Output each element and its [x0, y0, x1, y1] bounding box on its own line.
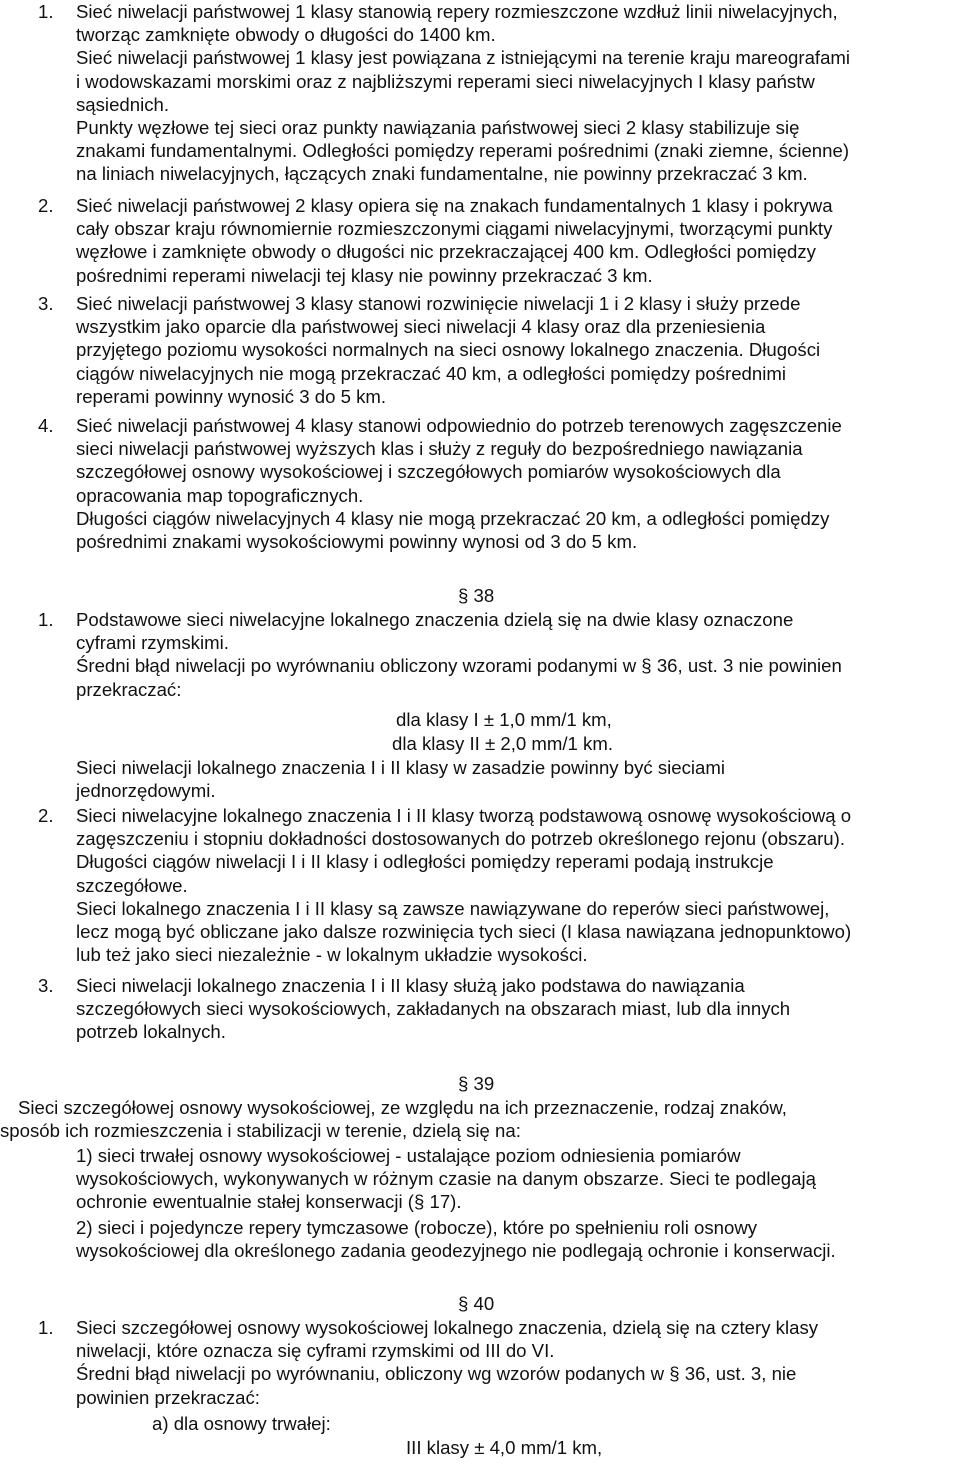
item-text — [76, 608, 956, 701]
text-line: pośrednimi znakami wysokościowymi powinny wynosi od 3 do 5 km. — [76, 531, 638, 553]
item-text — [76, 414, 956, 553]
section38-item-3 — [38, 974, 956, 1044]
text-line: Sieci niwelacyjne lokalnego znaczenia I i II klasy tworzą podstawową osnowę wysokościową o — [76, 805, 852, 826]
text-line: węzłowe i zamknięte obwody o długości nic przekraczającej 400 km. Odległości pomiędzy — [76, 241, 816, 263]
section38-heading: § 38 — [458, 585, 495, 606]
text-line: cyframi rzymskimi. — [76, 632, 229, 654]
text-line: powinien przekraczać: — [76, 1386, 260, 1408]
item-text — [76, 804, 956, 966]
section39-list-item-2 — [76, 1216, 836, 1262]
text-line: Punkty węzłowe tej sieci oraz punkty nawiązania państwowej sieci 2 klasy stabilizuje się — [76, 117, 800, 139]
text-line: tworząc zamknięte obwody o długości do 1400 km. — [76, 24, 496, 46]
text-line: wysokościowej dla określonego zadania geodezyjnego nie podlegają ochronie i konserwacji. — [76, 1240, 836, 1262]
section37-item-2 — [38, 194, 956, 287]
text-line: szczegółowych sieci wysokościowych, zakładanych na obszarach miast, lub dla innych — [76, 998, 791, 1020]
text-line: Sieć niwelacji państwowej 2 klasy opiera się na znakach fundamentalnych 1 klasy i pokrywa — [76, 195, 833, 216]
section37-item-4 — [38, 414, 956, 553]
intro-line: sposób ich rozmieszczenia i stabilizacji w terenie, dzielą się na: — [0, 1120, 521, 1142]
item-text — [76, 292, 956, 408]
text-line: reperami powinny wynosić 3 do 5 km. — [76, 385, 387, 407]
section40-heading: § 40 — [458, 1293, 495, 1314]
item-number: 2. — [38, 805, 54, 826]
item-number: 1. — [38, 1317, 54, 1338]
section39-heading: § 39 — [458, 1073, 495, 1094]
item-number: 1. — [38, 609, 54, 630]
text-line: pośrednimi reperami niwelacji tej klasy nie powinny przekraczać 3 km. — [76, 264, 653, 286]
text-line: sieci niwelacji państwowej wyższych klas i służy z reguły do bezpośredniego nawiązania — [76, 438, 803, 460]
item-text — [76, 974, 956, 1044]
text-line: lub też jako sieci niezależnie - w lokalnym układzie wysokości. — [76, 944, 588, 966]
text-line: wszystkim jako oparcie dla państwowej sieci niwelacji 4 klasy oraz dla przeniesienia — [76, 316, 766, 338]
item-text — [76, 0, 956, 186]
class-1-requirement: dla klasy I ± 1,0 mm/1 km, — [396, 709, 612, 730]
text-line: cały obszar kraju równomiernie rozmieszczonymi ciągami niwelacyjnymi, tworzącymi punkty — [76, 218, 833, 240]
section38-item-1-continued — [76, 756, 725, 802]
text-line: Sieci szczegółowej osnowy wysokościowej lokalnego znaczenia, dzielą się na cztery klasy — [76, 1317, 819, 1338]
text-line: zagęszczeniu i stopniu dokładności dostosowanych do potrzeb określonego rejonu (obszaru). — [76, 828, 845, 850]
item-text — [76, 1316, 956, 1409]
item-number: 3. — [38, 975, 54, 996]
text-line: przyjętego poziomu wysokości normalnych na sieci osnowy lokalnego znaczenia. Długości — [76, 339, 821, 361]
text-line: 2) sieci i pojedyncze repery tymczasowe (robocze), które po spełnieniu roli osnowy — [76, 1217, 758, 1238]
intro-line: Sieci szczegółowej osnowy wysokościowej, ze względu na ich przeznaczenie, rodzaj znaków, — [18, 1097, 787, 1118]
text-line: opracowania map topograficznych. — [76, 484, 364, 506]
text-line: wysokościowych, wykonywanych w różnym czasie na danym obszarze. Sieci te podlegają — [76, 1168, 816, 1190]
item-number: 1. — [38, 1, 54, 22]
section37-item-3 — [38, 292, 956, 408]
item-number: 4. — [38, 415, 54, 436]
text-line: Sieci lokalnego znaczenia I i II klasy są zawsze nawiązywane do reperów sieci państwowej, — [76, 897, 830, 919]
text-line: Sieć niwelacji państwowej 3 klasy stanowi rozwinięcie niwelacji 1 i 2 klasy i służy przede — [76, 293, 801, 314]
section38-item-1 — [38, 608, 956, 701]
item-number: 2. — [38, 195, 54, 216]
text-line: sąsiednich. — [76, 93, 170, 115]
section39-list-item-1 — [76, 1144, 816, 1214]
text-line: ciągów niwelacyjnych nie mogą przekraczać 40 km, a odległości pomiędzy pośrednimi — [76, 362, 786, 384]
section37-item-1 — [38, 0, 956, 186]
text-line: ochronie ewentualnie stałej konserwacji (§ 17). — [76, 1191, 462, 1213]
text-line: Sieć niwelacji państwowej 1 klasy stanowią repery rozmieszczone wzdłuż linii niwelacyjnych, — [76, 1, 838, 22]
text-line: przekraczać: — [76, 678, 182, 700]
text-line: i wodowskazami morskimi oraz z najbliższymi reperami sieci niwelacyjnych I klasy państw — [76, 70, 815, 92]
text-line: niwelacji, które oznacza się cyframi rzymskimi od III do VI. — [76, 1340, 555, 1362]
text-line: Długości ciągów niwelacji I i II klasy i odległości pomiędzy reperami podają instrukcje — [76, 851, 774, 873]
class-2-requirement: dla klasy II ± 2,0 mm/1 km. — [392, 733, 613, 754]
text-line: lecz mogą być obliczane jako dalsze rozwinięcia tych sieci (I klasa nawiązana jednopunktowo) — [76, 921, 852, 943]
text-line: jednorzędowymi. — [76, 780, 216, 802]
text-line: Średni błąd niwelacji po wyrównaniu, obliczony wg wzorów podanych w § 36, ust. 3, nie — [76, 1363, 797, 1385]
text-line: na liniach niwelacyjnych, łączących znaki fundamentalne, nie powinny przekraczać 3 km. — [76, 163, 808, 185]
text-line: Sieci niwelacji lokalnego znaczenia I i II klasy służą jako podstawa do nawiązania — [76, 975, 745, 996]
section40-subitem-a: a) dla osnowy trwałej: — [152, 1413, 331, 1434]
section38-item-2 — [38, 804, 956, 966]
text-line: Sieć niwelacji państwowej 1 klasy jest powiązana z istniejącymi na terenie kraju mareografami — [76, 47, 851, 69]
text-line: Sieci niwelacji lokalnego znaczenia I i II klasy w zasadzie powinny być sieciami — [76, 757, 726, 778]
class-3-requirement: III klasy ± 4,0 mm/1 km, — [406, 1437, 603, 1458]
text-line: 1) sieci trwałej osnowy wysokościowej - ustalające poziom odniesienia pomiarów — [76, 1145, 741, 1166]
text-line: potrzeb lokalnych. — [76, 1021, 226, 1043]
text-line: Sieć niwelacji państwowej 4 klasy stanowi odpowiednio do potrzeb terenowych zagęszczenie — [76, 415, 842, 436]
section39-intro — [0, 1096, 787, 1142]
text-line: Długości ciągów niwelacyjnych 4 klasy nie mogą przekraczać 20 km, a odległości pomiędzy — [76, 507, 830, 529]
text-line: Podstawowe sieci niwelacyjne lokalnego znaczenia dzielą się na dwie klasy oznaczone — [76, 609, 794, 630]
text-line: szczegółowe. — [76, 874, 188, 896]
text-line: znakami fundamentalnymi. Odległości pomiędzy reperami pośrednimi (znaki ziemne, ścienne) — [76, 140, 850, 162]
item-text — [76, 194, 956, 287]
item-number: 3. — [38, 293, 54, 314]
text-line: Średni błąd niwelacji po wyrównaniu obliczony wzorami podanymi w § 36, ust. 3 nie powinien — [76, 655, 842, 677]
section40-item-1 — [38, 1316, 956, 1409]
text-line: szczegółowej osnowy wysokościowej i szczegółowych pomiarów wysokościowych dla — [76, 461, 781, 483]
